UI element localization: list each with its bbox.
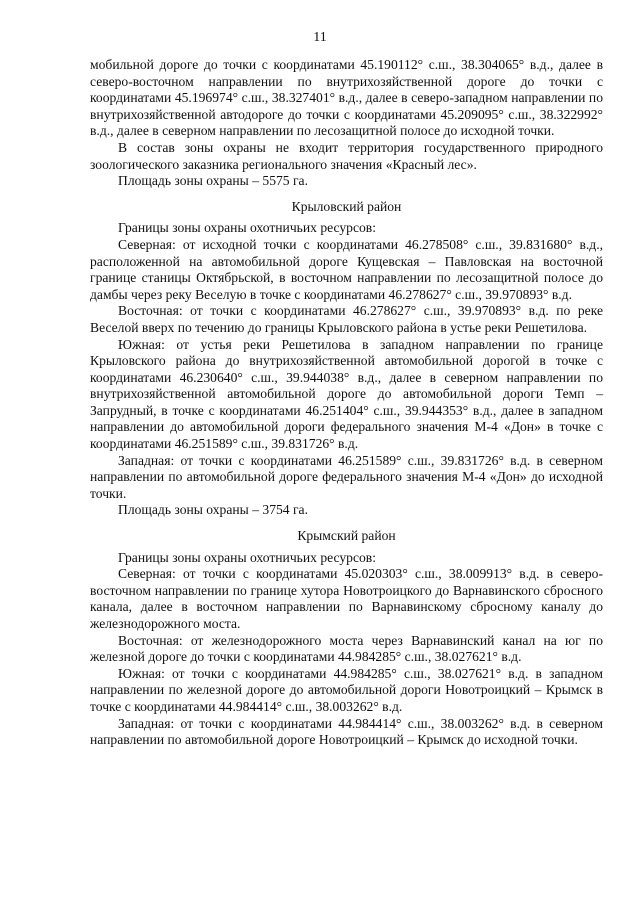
paragraph-east-boundary: Восточная: от точки с координатами 46.278627° с.ш., 39.970893° в.д. по реке Веселой вверх по течению до границы Крыловского района в устье реки Решетилова. [90,303,603,335]
section-heading-krylovsky: Крыловский район [291,198,402,214]
paragraph-continuation: мобильной дороге до точки с координатами 45.190112° с.ш., 38.304065° в.д., далее в северо-восточном направлении по внутрихозяйственной дороге до точки с координатами 45.196974° с.ш., 38.327401° в.д., далее в северо-западном направлении по внутрихозяйственной автодороге до точки с координатами 45.209095° с.ш., 38.322992° в.д., далее в северном направлении по лесозащитной полосе до исходной точки. [90,57,603,139]
paragraph-north-boundary: Северная: от точки с координатами 45.020303° с.ш., 38.009913° в.д. в северо-восточном направлении по границе хутора Новотроицкого до Варнавинского сбросного канала, далее в восточном направлении по Варнавинскому сбросному каналу до железнодорожного моста. [90,566,603,631]
section-heading-krymsky: Крымский район [297,528,396,544]
paragraph-area: Площадь зоны охраны – 5575 га. [118,173,308,189]
paragraph-south-boundary: Южная: от точки с координатами 44.984285° с.ш., 38.027621° в.д. в западном направлении по железной дороге до автомобильной дороги Новотроицкий – Крымск в точке с координатами 44.984414° с.ш., 38.003262° в.д. [90,665,603,714]
paragraph-exclusion-note: В состав зоны охраны не входит территория государственного природного зоологического заказника регионального значения «Красный лес». [90,139,603,172]
paragraph-boundaries-intro: Границы зоны охраны охотничьих ресурсов: [118,549,376,565]
paragraph-west-boundary: Западная: от точки с координатами 46.251589° с.ш., 39.831726° в.д. в северном направлении по автомобильной дороге федерального значения М-4 «Дон» до исходной точки. [90,452,603,501]
paragraph-north-boundary: Северная: от исходной точки с координатами 46.278508° с.ш., 39.831680° в.д., расположенной на автомобильной дороге Кущевская – Павловская на восточной границе станицы Октябрьской, в восточном направлении по лесозащитной полосе до дамбы через реку Веселую в точке с координатами 46.278627° с.ш., 39.970893° в.д. [90,236,603,302]
paragraph-east-boundary: Восточная: от железнодорожного моста через Варнавинский канал на юг по железной дороге до точки с координатами 44.984285° с.ш., 38.027621° в.д. [90,632,603,665]
paragraph-south-boundary: Южная: от устья реки Решетилова в западном направлении по границе Крыловского района до внутрихозяйственной автомобильной дорогой в точке с координатами 46.230640° с.ш., 39.944038° в.д., далее в северном направлении по внутрихозяйственной автомобильной дороге до автомобильной дороги Темп – Запрудный, в точке с координатами 46.251404° с.ш., 39.944353° в.д., далее в западном направлении до автомобильной дороги федерального значения М-4 «Дон» в точке с координатами 46.251589° с.ш., 39.831726° в.д. [90,336,603,452]
paragraph-area: Площадь зоны охраны – 3754 га. [118,502,308,518]
paragraph-west-boundary: Западная: от точки с координатами 44.984414° с.ш., 38.003262° в.д. в северном направлении по автомобильной дороге Новотроицкий – Крымск до исходной точки. [90,715,603,748]
document-body [90,57,603,749]
paragraph-boundaries-intro: Границы зоны охраны охотничьих ресурсов: [118,220,376,236]
page-number: 11 [313,30,327,45]
